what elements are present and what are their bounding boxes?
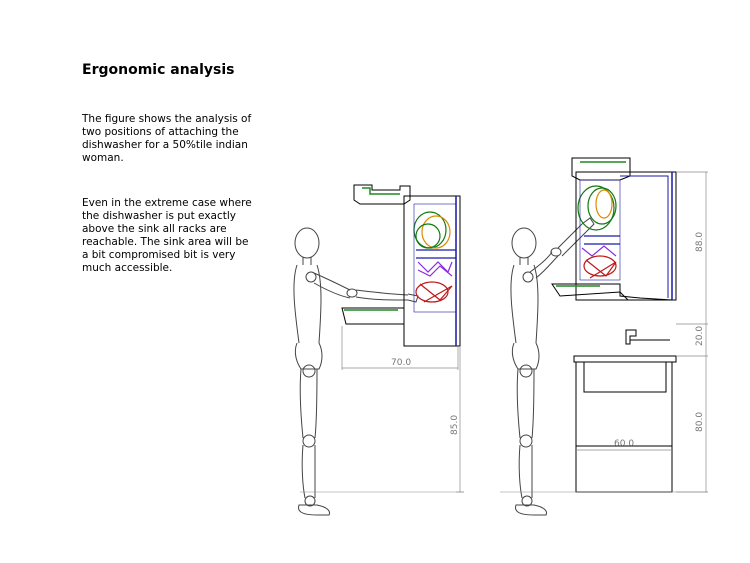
dim-left-height: 85.0 <box>450 414 460 435</box>
dim-right-gap: 20.0 <box>695 325 705 346</box>
dim-right-lower: 80.0 <box>695 411 705 432</box>
left-scene <box>294 185 464 515</box>
right-scene <box>500 158 708 515</box>
right-dishes <box>578 180 620 280</box>
dim-left-width: 70.0 <box>391 358 412 368</box>
page-title: Ergonomic analysis <box>82 62 235 78</box>
dim-right-upper: 88.0 <box>695 231 705 252</box>
dim-right-width: 60.0 <box>614 439 635 449</box>
description-paragraph-1: The figure shows the analysis of two positions of attaching the dishwasher for a 50%tile indian woman. <box>82 113 252 164</box>
description-paragraph-2: Even in the extreme case where the dishwasher is put exactly above the sink all racks are reachable. The sink area will be a bit compromised bit is very much accessible. <box>82 197 252 274</box>
left-dishes <box>414 204 456 312</box>
